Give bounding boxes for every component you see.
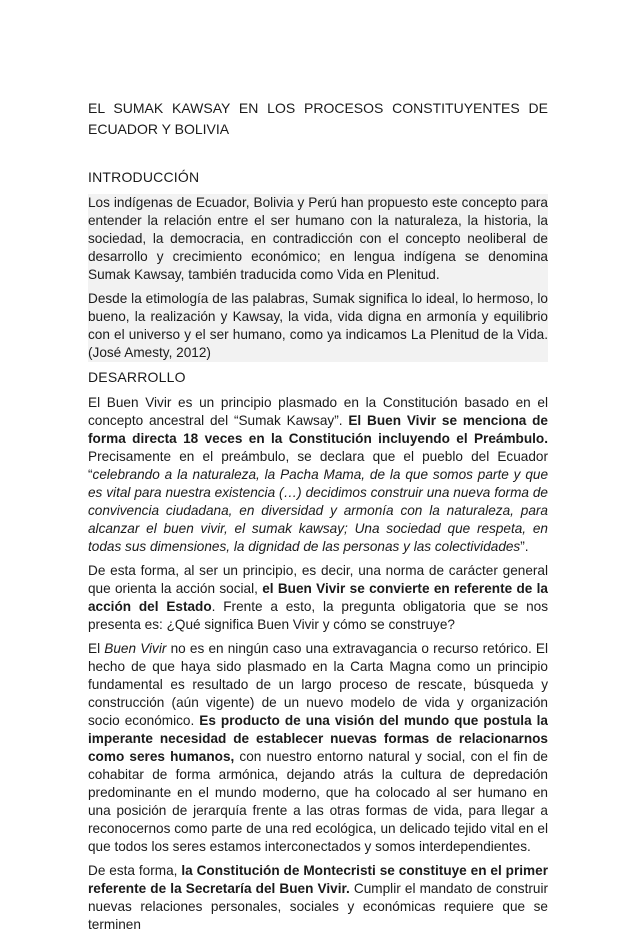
section-heading-desarrollo: DESARROLLO	[88, 369, 186, 385]
italic-run: Buen Vivir	[104, 641, 167, 656]
text-run: no es en ningún caso una extravagancia o recurso retórico. El hecho de que haya sido plasmado en la Carta Magna como un principio fundamental es resultado de un largo proceso de rescate, búsqueda y construcción (aún vigente) de un nuevo modelo de vida y organización socio económico.	[88, 641, 548, 728]
bold-run: El Buen Vivir se menciona de forma directa 18 veces en la Constitución incluyendo el Preámbulo.	[88, 413, 548, 446]
desarrollo-paragraph-2	[88, 562, 548, 634]
text-run: El	[88, 641, 105, 656]
intro-highlight-block	[88, 194, 548, 362]
text-run: El Buen Vivir es un principio plasmado en la Constitución basado en el concepto ancestral del “Sumak Kawsay”.	[88, 395, 548, 428]
bold-run: el Buen Vivir se convierte en referente de la acción del Estado	[88, 581, 548, 614]
italic-quote: celebrando a la naturaleza, la Pacha Mama, de la que somos parte y que es vital para nuestra existencia (…) decidimos construir una nueva forma de convivencia ciudadana, en diversidad y armonía con la naturaleza, para alcanzar el buen vivir, el sumak kawsay; Una sociedad que respeta, en todas sus dimensiones, la dignidad de las personas y las colectividades	[88, 467, 548, 554]
desarrollo-paragraph-3	[88, 640, 548, 856]
bold-run: la Constitución de Montecristi se constituye en el primer referente de la Secretaría del Buen Vivir.	[88, 863, 548, 896]
text-run: . Frente a esto, la pregunta obligatoria que se nos presenta es: ¿Qué significa Buen Vivir y cómo se construye?	[88, 599, 548, 632]
intro-paragraph-2: Desde la etimología de las palabras, Sumak significa lo ideal, lo hermoso, lo bueno, la realización y Kawsay, la vida, vida digna en armonía y equilibrio con el universo y el ser humano, como ya indicamos La Plenitud de la Vida. (José Amesty, 2012)	[88, 291, 548, 360]
document-title	[88, 98, 548, 140]
title-line-2: ECUADOR Y BOLIVIA	[88, 121, 230, 137]
text-run: ”.	[520, 539, 529, 554]
text-run: Precisamente en el preámbulo, se declara que el pueblo del Ecuador “	[88, 449, 548, 482]
text-run: con nuestro entorno natural y social, con el fin de cohabitar de forma armónica, dejando atrás la cultura de depredación predominante en el mundo moderno, que ha colocado al ser humano en una posición de jerarquía frente a las otras formas de vida, para llegar a reconocernos como parte de una red ecológica, un delicado tejido vital en el que todos los seres estamos interconectados y somos interdependientes.	[88, 749, 548, 854]
document-page	[88, 98, 548, 934]
desarrollo-paragraph-1	[88, 394, 548, 556]
title-line-1: EL SUMAK KAWSAY EN LOS PROCESOS CONSTITUYENTES DE	[88, 100, 548, 116]
text-run: De esta forma, al ser un principio, es decir, una norma de carácter general que orienta la acción social,	[88, 563, 548, 596]
text-run: De esta forma,	[88, 863, 182, 878]
section-heading-introduccion: INTRODUCCIÓN	[88, 169, 200, 185]
intro-paragraph-1: Los indígenas de Ecuador, Bolivia y Perú han propuesto este concepto para entender la relación entre el ser humano con la naturaleza, la historia, la sociedad, la democracia, en contradicción con el concepto neoliberal de desarrollo y crecimiento económico; en lengua indígena se denomina Sumak Kawsay, también traducida como Vida en Plenitud.	[88, 195, 548, 282]
desarrollo-paragraph-4	[88, 862, 548, 934]
text-run: Cumplir el mandato de construir nuevas relaciones personales, sociales y económicas requiere que se terminen	[88, 881, 548, 932]
bold-run: Es producto de una visión del mundo que postula la imperante necesidad de establecer nuevas formas de relacionarnos como seres humanos,	[88, 713, 548, 764]
